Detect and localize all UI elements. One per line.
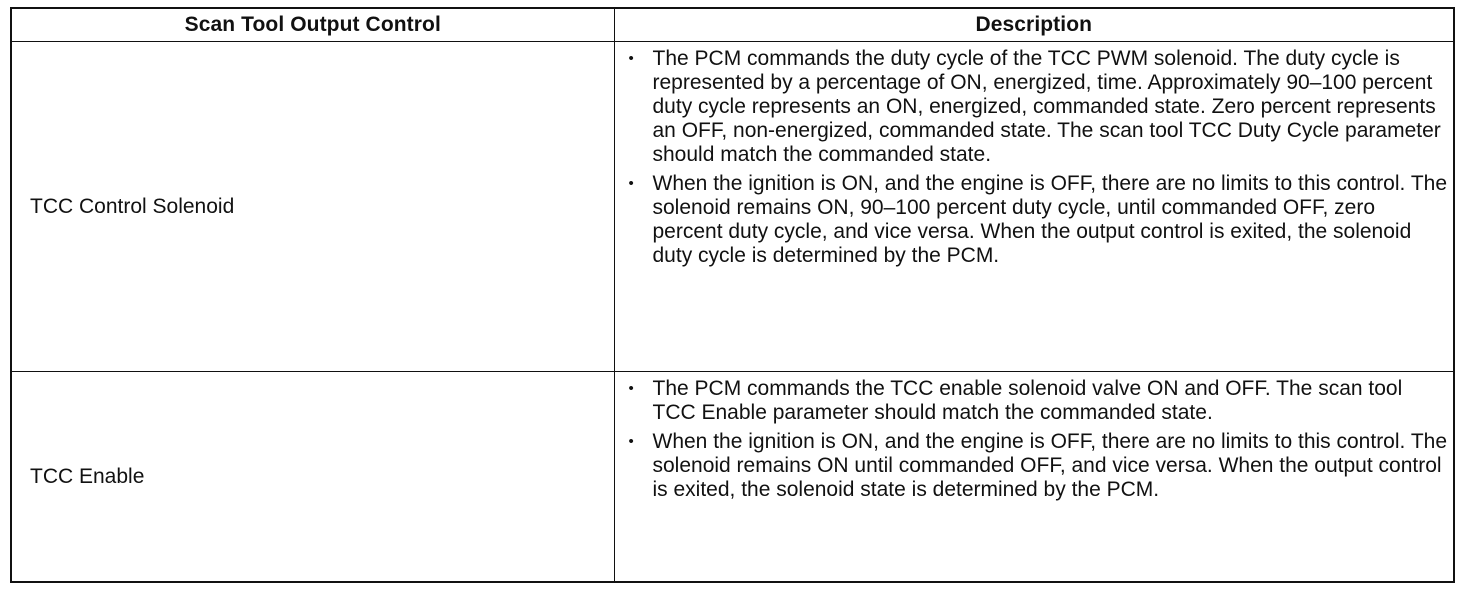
bullet-icon: • xyxy=(628,175,634,192)
bullet-icon: • xyxy=(628,380,634,397)
bullet-item xyxy=(628,172,1448,268)
bullet-text: When the ignition is ON, and the engine is OFF, there are no limits to this control. The solenoid remains ON until commanded OFF, and vice versa. When the output control is exited, the solenoid state is determined by the PCM. xyxy=(652,430,1448,501)
control-name: TCC Control Solenoid xyxy=(11,42,614,372)
bullet-text: The PCM commands the duty cycle of the TCC PWM solenoid. The duty cycle is represented by a percentage of ON, energized, time. Approximately 90–100 percent duty cycle represents an ON, energized, commanded state. Zero percent represents an OFF, non-energized, commanded state. The scan tool TCC Duty Cycle parameter should match the commanded state. xyxy=(652,47,1441,166)
table-row xyxy=(11,42,1454,372)
description-cell xyxy=(614,42,1454,372)
output-control-table xyxy=(10,7,1455,583)
bullet-item xyxy=(628,377,1448,425)
control-name: TCC Enable xyxy=(11,372,614,583)
bullet-icon: • xyxy=(628,50,634,67)
bullet-item xyxy=(628,47,1448,167)
header-row xyxy=(11,8,1454,42)
bullet-list xyxy=(628,377,1448,502)
bullet-list xyxy=(628,47,1448,268)
bullet-item xyxy=(628,430,1448,502)
header-description: Description xyxy=(614,8,1454,42)
header-scan-tool-output-control: Scan Tool Output Control xyxy=(11,8,614,42)
bullet-text: The PCM commands the TCC enable solenoid valve ON and OFF. The scan tool TCC Enable parameter should match the commanded state. xyxy=(652,377,1403,424)
bullet-text: When the ignition is ON, and the engine is OFF, there are no limits to this control. The solenoid remains ON, 90–100 percent duty cycle, until commanded OFF, zero percent duty cycle, and vice versa. When the output control is exited, the solenoid duty cycle is determined by the PCM. xyxy=(652,172,1448,267)
table-row xyxy=(11,372,1454,583)
description-cell xyxy=(614,372,1454,583)
bullet-icon: • xyxy=(628,433,634,450)
